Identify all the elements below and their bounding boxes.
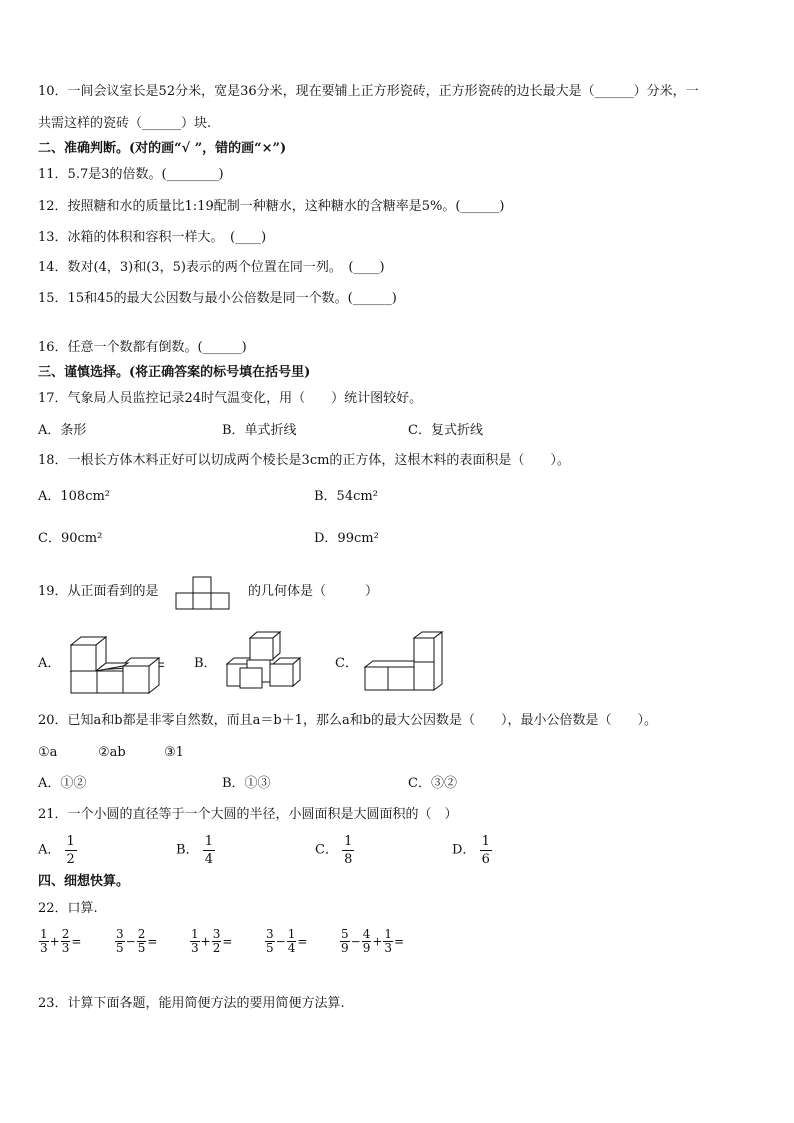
q21-option-c [315,833,354,868]
q11: 11．5.7是3的倍数。(________) [38,167,224,182]
numerator: 1 [191,927,199,941]
denominator: 2 [212,941,221,955]
fraction [61,928,71,955]
fraction [137,928,147,955]
q19-option-a-figure [68,630,164,696]
numerator: 3 [212,927,221,941]
q21-option-a-fraction [65,833,77,868]
fraction [265,928,275,955]
q20-option-a: A．①② [38,776,87,791]
numerator: 1 [287,927,296,941]
operator: − [350,934,361,949]
denominator: 2 [66,852,75,867]
q21-stem: 21．一个小圆的直径等于一个大圆的半径，小圆面积是大圆面积的（ ） [38,807,458,822]
denominator: 5 [137,941,146,955]
fraction [340,928,350,955]
q19-stem-right: 的几何体是（ ） [248,584,379,599]
equals: = [222,934,233,949]
section2-heading: 二、准确判断。(对的画“√ ”，错的画“×”) [38,141,287,156]
numerator: 1 [66,834,75,849]
q22-expression-3 [189,928,232,955]
denominator: 5 [266,941,274,955]
q17-option-c: C．复式折线 [408,423,483,438]
q21-option-c-fraction [342,833,354,868]
fraction [287,928,297,955]
q22-expression-5 [339,928,404,955]
section4-heading: 四、细想快算。 [38,874,130,889]
q18-option-b: B．54cm² [314,489,378,504]
numerator: 1 [481,834,490,849]
q21-option-b-fraction [203,833,215,868]
denominator: 3 [191,941,199,955]
numerator: 2 [137,927,146,941]
denominator: 9 [341,941,349,955]
q20-option-c: C．③② [408,776,457,791]
fraction [362,928,372,955]
numerator: 3 [116,927,124,941]
q18-option-d: D．99cm² [314,531,379,546]
operator: + [200,934,211,949]
q22-expression-4 [264,928,307,955]
q21-option-b-label: B． [176,842,199,858]
equals: = [71,934,82,949]
q21-option-b [176,833,215,868]
q20-stem: 20．已知a和b都是非零自然数，而且a＝b＋1，那么a和b的最大公因数是（ ），最小公倍数是（ ）。 [38,713,658,728]
numerator: 1 [384,927,393,941]
q19-option-a-label: A． [38,656,61,671]
q17-option-b: B．单式折线 [222,423,297,438]
q19-stem-left: 19．从正面看到的是 [38,584,159,599]
q21-option-d-fraction [480,833,492,868]
denominator: 6 [481,852,490,867]
q16: 16．任意一个数都有倒数。(______) [38,340,247,355]
operator: − [125,934,136,949]
q18-stem: 18．一根长方体木料正好可以切成两个棱长是3cm的正方体，这根木料的表面积是（ ）。 [38,453,570,468]
operator: + [49,934,60,949]
q21-option-a-label: A． [38,842,61,858]
fraction [190,928,200,955]
q10-line1: 10．一间会议室长是52分米，宽是36分米，现在要铺上正方形瓷砖，正方形瓷砖的边长最大是（______）分米，一 [38,84,699,99]
q21-option-a [38,833,77,868]
numerator: 2 [61,927,70,941]
denominator: 9 [362,941,371,955]
numerator: 5 [341,927,349,941]
q20-option-b: B．①③ [222,776,271,791]
denominator: 4 [287,941,296,955]
denominator: 5 [116,941,124,955]
q14: 14．数对(4，3)和(3，5)表示的两个位置在同一列。 (____) [38,260,385,275]
denominator: 3 [40,941,48,955]
q17-option-a: A．条形 [38,423,87,438]
q20-item-3: ③1 [164,745,184,760]
q17-stem: 17．气象局人员监控记录24时气温变化，用（ ）统计图较好。 [38,391,423,406]
q13: 13．冰箱的体积和容积一样大。 (____) [38,230,267,245]
q15: 15．15和45的最大公因数与最小公倍数是同一个数。(______) [38,291,397,306]
q20-item-1: ①a [38,745,58,760]
q21-option-d [452,833,492,868]
q22-label: 22．口算. [38,901,98,916]
numerator: 3 [266,927,274,941]
q21-option-c-label: C． [315,842,338,858]
q19-option-b-figure [224,630,304,690]
equals: = [394,934,405,949]
denominator: 3 [61,941,70,955]
q22-expression-2 [114,928,157,955]
q22-expression-1 [38,928,81,955]
numerator: 1 [40,927,48,941]
denominator: 4 [204,852,213,867]
q19-option-c-figure [362,630,444,694]
q12: 12．按照糖和水的质量比1:19配制一种糖水，这种糖水的含糖率是5%。(______) [38,199,505,214]
equals: = [297,934,308,949]
fraction [383,928,393,955]
q18-option-c: C．90cm² [38,531,103,546]
denominator: 3 [384,941,393,955]
numerator: 4 [362,927,371,941]
fraction [39,928,49,955]
q10-line2: 共需这样的瓷砖（______）块. [38,116,212,131]
q23: 23．计算下面各题，能用简便方法的要用简便方法算. [38,996,345,1011]
denominator: 8 [344,852,353,867]
fraction [212,928,222,955]
fraction [115,928,125,955]
numerator: 1 [204,834,213,849]
q19-option-b-label: B． [194,656,217,671]
q18-option-a: A．108cm² [38,489,111,504]
numerator: 1 [344,834,353,849]
front-view-figure [175,576,231,610]
operator: + [372,934,383,949]
q21-option-d-label: D． [452,842,476,858]
q20-item-2: ②ab [98,745,126,760]
equals: = [147,934,158,949]
section3-heading: 三、谨慎选择。(将正确答案的标号填在括号里) [38,365,311,380]
operator: − [275,934,286,949]
q19-option-c-label: C． [335,656,358,671]
